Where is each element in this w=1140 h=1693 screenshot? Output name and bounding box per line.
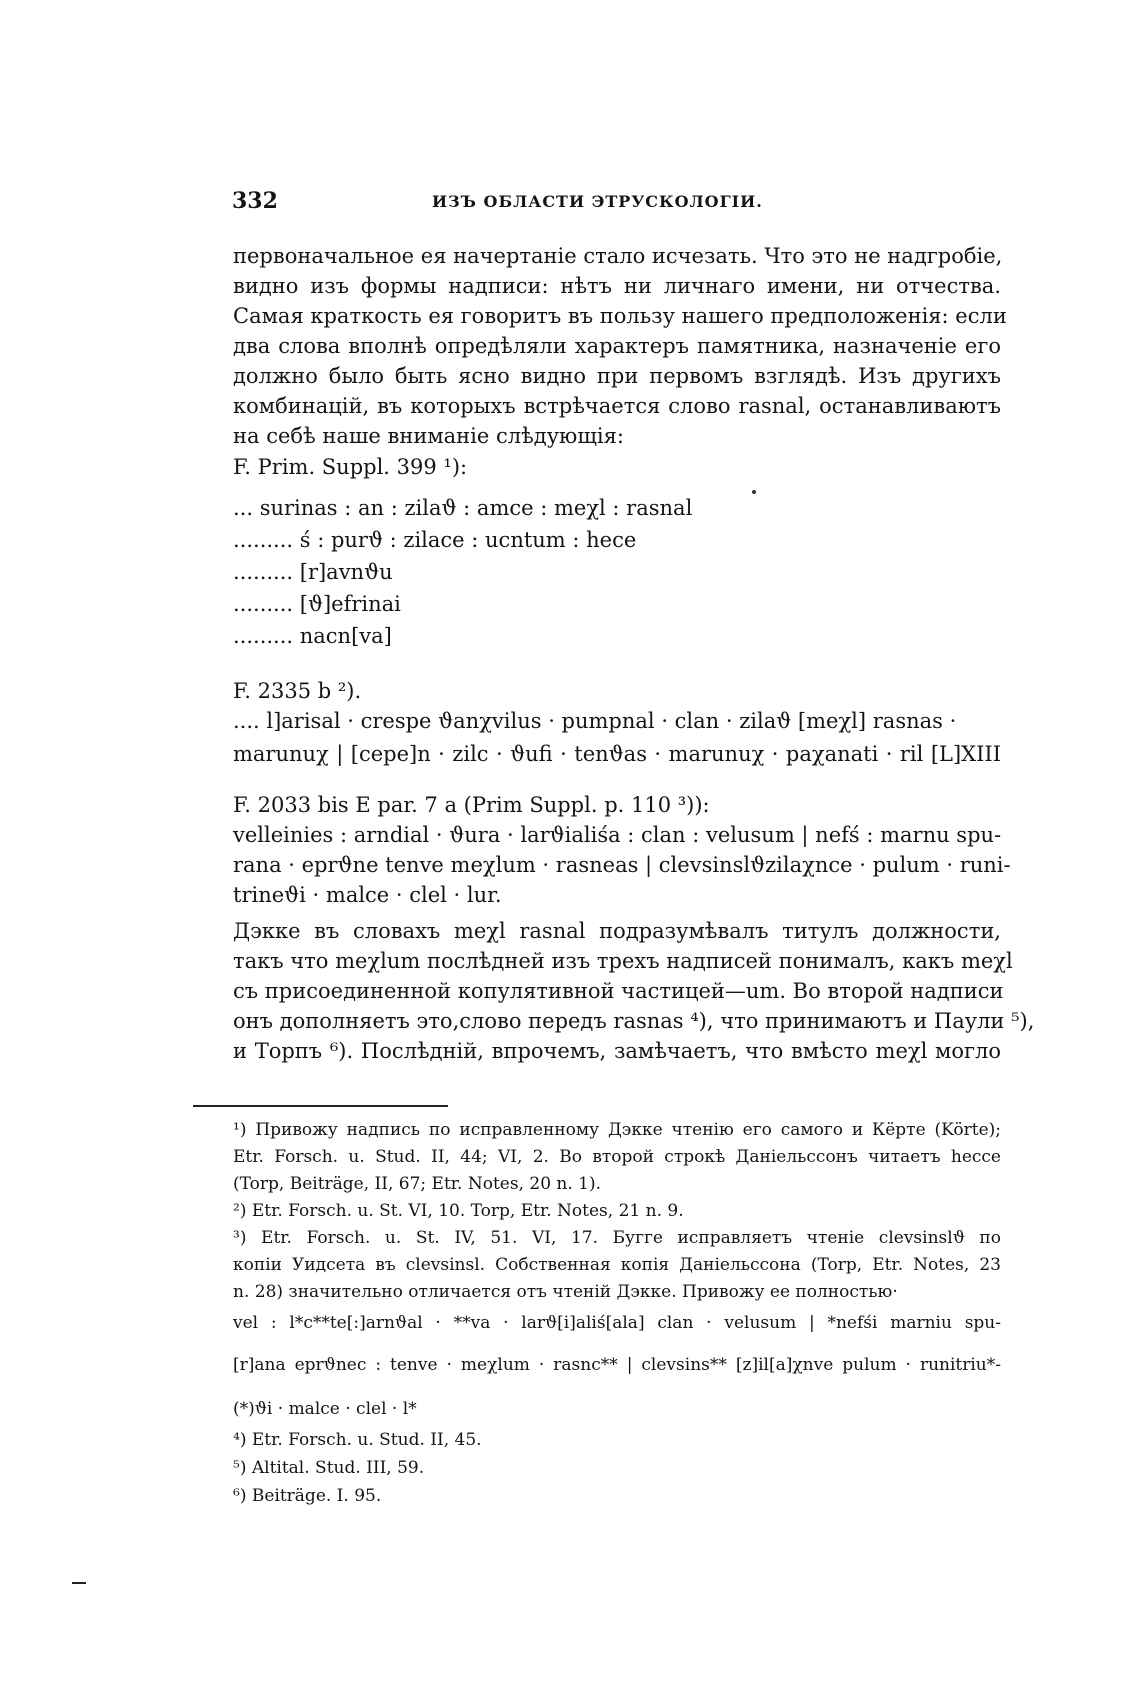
running-title: ИЗЪ ОБЛАСТИ ЭТРУСКОЛОГІИ. <box>432 192 763 211</box>
inscription-line: ......... [ϑ]efrinai <box>233 592 401 616</box>
inscription-line: .... l]arisal · crespe ϑanχvilus · pumpnal · clan · zilaϑ [meχl] rasnas · <box>233 709 957 733</box>
body-line: такъ что meχlum послѣдней изъ трехъ надписей понималъ, какъ meχl <box>233 949 1013 973</box>
body-line: Самая краткость ея говоритъ въ пользу нашего предположенія: если <box>233 304 1007 328</box>
footnote-1-cont: (Torp, Beiträge, II, 67; Etr. Notes, 20 n. 1). <box>233 1174 602 1194</box>
body-line: и Торпъ ⁶). Послѣдній, впрочемъ, замѣчаетъ, что вмѣсто meχl могло <box>233 1039 1001 1063</box>
inscription-line: ... surinas : an : zilaϑ : amce : meχl : rasnal <box>233 496 693 520</box>
footnote-6: ⁶) Beiträge. I. 95. <box>233 1486 382 1506</box>
body-line: видно изъ формы надписи: нѣтъ ни личнаго имени, ни отчества. <box>233 274 1001 298</box>
footnote-3-inscription: (*)ϑi · malce · clel · l* <box>233 1399 417 1419</box>
body-line: Дэкке въ словахъ meχl rasnal подразумѣвалъ титулъ должности, <box>233 919 1001 943</box>
footnote-5: ⁵) Altital. Stud. III, 59. <box>233 1458 425 1478</box>
inscription-line: ......... [r]avnϑu <box>233 560 393 584</box>
body-line: съ присоединенной копулятивной частицей—um. Во второй надписи <box>233 979 1004 1003</box>
footnote-rule <box>193 1105 448 1107</box>
footnote-3-cont: n. 28) значительно отличается отъ чтеній Дэкке. Привожу ее полностью· <box>233 1282 898 1302</box>
stray-dot <box>752 490 756 494</box>
inscription-line: velleinies : arndial · ϑura · larϑialiśa : clan : velusum | nefś : marnu spu- <box>233 823 1002 847</box>
inscription-line: marunuχ | [cepe]n · zilc · ϑufi · tenϑas · marunuχ · paχanati · ril [L]XIII <box>233 742 1001 766</box>
footnote-3-inscription: [r]ana eprϑnec : tenve · meχlum · rasnc** | clevsins** [z]il[a]χnve pulum · runitriu*- <box>233 1355 1001 1375</box>
footnote-3-inscription: vel : l*c**te[:]arnϑal · **va · larϑ[i]aliś[ala] clan · velusum | *nefśi marniu spu- <box>233 1313 1001 1333</box>
footnote-4: ⁴) Etr. Forsch. u. Stud. II, 45. <box>233 1430 482 1450</box>
footnote-3-cont: копіи Уидсета въ clevsinsl. Собственная копія Даніельссона (Torp, Etr. Notes, 23 <box>233 1255 1001 1275</box>
citation-f-2335b: F. 2335 b ²). <box>233 679 362 703</box>
body-line: два слова вполнѣ опредѣляли характеръ памятника, назначеніе его <box>233 334 1001 358</box>
body-line: онъ дополняетъ это,слово передъ rasnas ⁴), что принимаютъ и Паули ⁵), <box>233 1009 1035 1033</box>
body-line: комбинацій, въ которыхъ встрѣчается слово rasnal, останавливаютъ <box>233 394 1001 418</box>
footnote-2: ²) Etr. Forsch. u. St. VI, 10. Torp, Etr. Notes, 21 n. 9. <box>233 1201 684 1221</box>
inscription-line: trineϑi · malce · clel · lur. <box>233 883 502 907</box>
inscription-line: rana · eprϑne tenve meχlum · rasneas | clevsinslϑzilaχnce · pulum · runi- <box>233 853 1011 877</box>
footnote-3: ³) Etr. Forsch. u. St. IV, 51. VI, 17. Бугге исправляетъ чтеніе clevsinslϑ по <box>233 1228 1001 1248</box>
footnote-1: ¹) Привожу надпись по исправленному Дэкке чтенію его самого и Кёрте (Körte); <box>233 1120 1001 1140</box>
footnote-1-cont: Etr. Forsch. u. Stud. II, 44; VI, 2. Во второй строкѣ Даніельссонъ читаетъ hecce <box>233 1147 1001 1167</box>
body-line: на себѣ наше вниманіе слѣдующія: <box>233 424 624 448</box>
body-line: должно было быть ясно видно при первомъ взглядѣ. Изъ другихъ <box>233 364 1001 388</box>
inscription-line: ......... ś : purϑ : zilace : ucntum : hece <box>233 528 637 552</box>
citation-f-2033-bis: F. 2033 bis E par. 7 a (Prim Suppl. p. 110 ³)): <box>233 793 710 817</box>
margin-tick <box>72 1582 86 1584</box>
citation-prim-suppl-399: F. Prim. Suppl. 399 ¹): <box>233 455 468 479</box>
page-number: 332 <box>232 188 278 214</box>
body-line: первоначальное ея начертаніе стало исчезать. Что это не надгробіе, <box>233 244 1003 268</box>
inscription-line: ......... nacn[va] <box>233 624 392 648</box>
